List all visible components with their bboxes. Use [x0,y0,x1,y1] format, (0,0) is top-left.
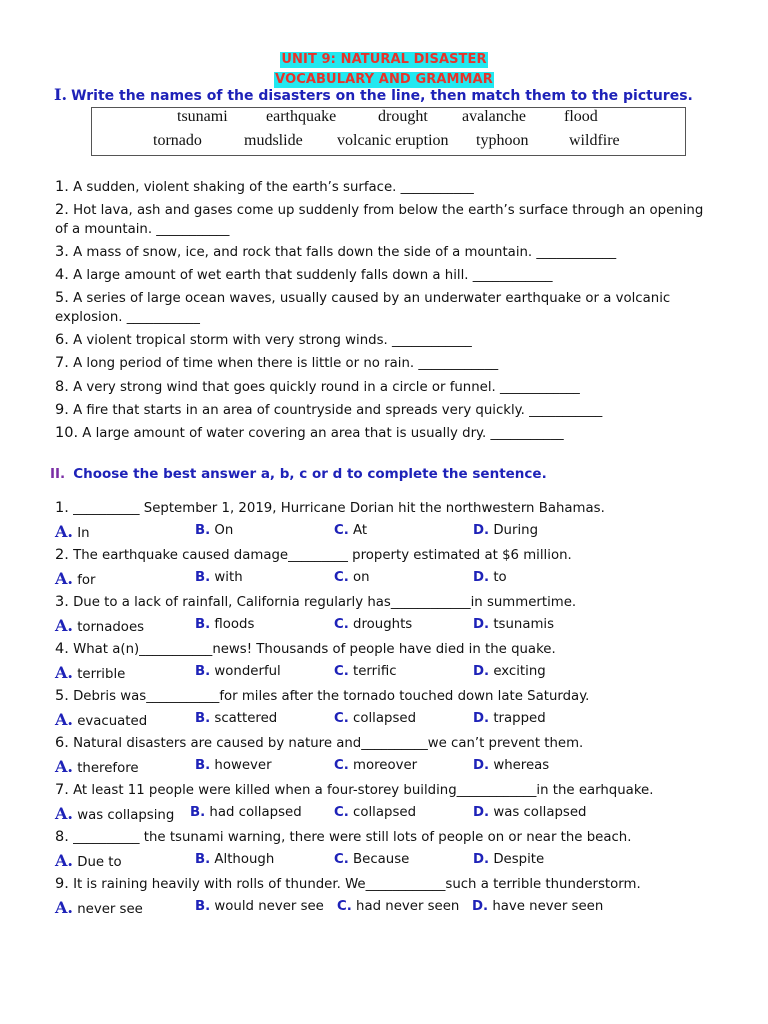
option-text: Although [210,852,275,867]
word-bank-item: mudslide [244,132,303,149]
option-d[interactable] [473,523,538,538]
option-text: A large amount of wet earth that suddenly falls down a hill. ____________ [68,268,553,283]
option-text: would never see [210,899,324,914]
option-c[interactable] [334,617,412,632]
word-bank-item: wildfire [569,132,620,149]
option-letter: A. [55,710,73,729]
word-bank [91,107,686,156]
option-text: 6. [55,735,69,751]
option-letter: B. [195,664,211,679]
option-letter: C. [334,852,349,867]
mc-question [55,499,605,518]
option-text: Despite [489,852,545,867]
option-text: collapsed [348,711,417,726]
option-b[interactable] [195,852,274,867]
option-text: 7. [55,355,69,371]
option-a[interactable] [55,851,122,870]
option-text: evacuated [72,714,148,729]
option-a[interactable] [55,898,143,917]
option-text: 3. [55,594,69,610]
option-a[interactable] [55,710,147,729]
option-c[interactable] [334,758,417,773]
option-c[interactable] [334,664,397,679]
mc-question [55,640,556,659]
word-bank-item: tsunami [177,108,228,125]
option-text: During [489,523,539,538]
option-c[interactable] [337,899,459,914]
option-text: A sudden, violent shaking of the earth’s surface. ___________ [68,180,474,195]
option-d[interactable] [473,805,586,820]
option-d[interactable] [473,664,546,679]
option-text: 9. [55,876,69,892]
option-text: In [72,526,90,541]
option-letter: C. [334,758,349,773]
word-bank-item: typhoon [476,132,529,149]
option-letter: D. [473,758,490,773]
option-text: It is raining heavily with rolls of thunder. We____________such a terrible thunderstorm. [68,877,641,892]
option-text: never see [72,902,143,917]
option-b[interactable] [195,899,324,914]
option-text: 8. [55,829,69,845]
option-letter: A. [55,616,73,635]
option-text: Hot lava, ash and gases come up suddenly from below the earth’s surface through an opening of a mountain. ___________ [55,203,704,237]
option-b[interactable] [195,570,243,585]
option-d[interactable] [473,852,544,867]
mc-question [55,828,631,847]
option-d[interactable] [472,899,603,914]
option-text: terrific [348,664,397,679]
option-letter: C. [337,899,352,914]
option-a[interactable] [55,663,125,682]
option-text: moreover [348,758,418,773]
option-text: __________ September 1, 2019, Hurricane Dorian hit the northwestern Bahamas. [68,501,605,516]
option-text: Because [348,852,410,867]
section-1-numeral: I. [54,85,68,104]
option-d[interactable] [473,570,507,585]
section-2-numeral: II. [50,466,66,482]
option-text: 7. [55,782,69,798]
section-1-instruction: Write the names of the disasters on the line, then match them to the pictures. [71,88,693,104]
option-letter: A. [55,757,73,776]
option-letter: B. [195,617,211,632]
mc-question [55,875,641,894]
page-title [0,48,768,88]
option-d[interactable] [473,711,546,726]
option-letter: C. [334,523,349,538]
word-bank-item: flood [564,108,598,125]
option-letter: D. [473,664,490,679]
option-text: to [489,570,507,585]
title-line-1: UNIT 9: NATURAL DISASTER [281,52,487,67]
option-a[interactable] [55,757,139,776]
option-text: had never seen [351,899,460,914]
option-text: A mass of snow, ice, and rock that falls down the side of a mountain. ____________ [68,245,617,260]
option-text: Due to [72,855,122,870]
word-bank-item: tornado [153,132,202,149]
option-text: The earthquake caused damage_________ property estimated at $6 million. [68,548,572,563]
vocab-question [55,378,580,397]
section-2-heading [50,466,547,482]
option-c[interactable] [334,711,416,726]
option-b[interactable] [195,758,272,773]
option-letter: B. [195,570,211,585]
option-letter: A. [55,898,73,917]
option-text: Natural disasters are caused by nature and__________we can’t prevent them. [68,736,584,751]
option-letter: C. [334,664,349,679]
option-text: 1. [55,500,69,516]
option-b[interactable] [195,664,281,679]
option-d[interactable] [473,758,549,773]
option-text: trapped [489,711,546,726]
option-text: on [348,570,370,585]
option-letter: B. [195,852,211,867]
mc-question [55,593,576,612]
option-text: On [210,523,234,538]
option-letter: A. [55,851,73,870]
option-c[interactable] [334,570,370,585]
option-text: 2. [55,202,69,218]
vocab-question [55,178,474,197]
mc-question [55,734,583,753]
option-c[interactable] [334,852,409,867]
option-text: collapsed [348,805,417,820]
vocab-question [55,401,602,420]
option-letter: D. [473,617,490,632]
option-b[interactable] [195,617,254,632]
option-text: A series of large ocean waves, usually caused by an underwater earthquake or a volcanic explosion. ___________ [55,291,671,325]
word-bank-item: volcanic eruption [337,132,449,149]
option-c[interactable] [334,805,416,820]
option-text: Debris was___________for miles after the tornado touched down late Saturday. [68,689,590,704]
option-text: A fire that starts in an area of countryside and spreads very quickly. ___________ [68,403,603,418]
option-text: Due to a lack of rainfall, California regularly has____________in summertime. [68,595,577,610]
option-letter: C. [334,805,349,820]
option-text: exciting [489,664,546,679]
option-letter: D. [472,899,489,914]
section-2-instruction: Choose the best answer a, b, c or d to complete the sentence. [73,466,547,482]
option-text: 5. [55,290,69,306]
option-letter: A. [55,569,73,588]
option-d[interactable] [473,617,554,632]
option-text: 6. [55,332,69,348]
option-text: A large amount of water covering an area that is usually dry. ___________ [78,426,564,441]
option-text: tornadoes [72,620,145,635]
option-text: 10. [55,425,79,441]
option-text: At least 11 people were killed when a four-storey building____________in the earhquake. [68,783,654,798]
word-bank-item: avalanche [462,108,526,125]
option-text: have never seen [488,899,604,914]
option-text: 2. [55,547,69,563]
option-b[interactable] [195,711,277,726]
mc-question [55,687,589,706]
mc-question [55,781,653,800]
vocab-question [55,331,472,350]
vocab-question [55,424,564,443]
option-text: A very strong wind that goes quickly round in a circle or funnel. ____________ [68,380,580,395]
option-text: 9. [55,402,69,418]
mc-question [55,546,572,565]
option-c[interactable] [334,523,367,538]
option-text: 1. [55,179,69,195]
word-bank-item: drought [378,108,428,125]
option-letter: B. [190,805,206,820]
option-letter: C. [334,711,349,726]
option-b[interactable] [195,523,233,538]
option-text: A violent tropical storm with very strong winds. ____________ [68,333,472,348]
option-text: 8. [55,379,69,395]
option-text: whereas [489,758,550,773]
option-letter: D. [473,711,490,726]
option-text: for [72,573,96,588]
option-text: was collapsed [489,805,587,820]
option-text: __________ the tsunami warning, there were still lots of people on or near the beach. [68,830,632,845]
option-text: 3. [55,244,69,260]
option-text: At [348,523,368,538]
option-b[interactable] [190,805,302,820]
option-text: with [210,570,243,585]
option-text: 4. [55,641,69,657]
option-letter: B. [195,711,211,726]
option-text: scattered [210,711,278,726]
section-1-heading [54,85,693,104]
option-text: 5. [55,688,69,704]
option-text: droughts [348,617,413,632]
option-a[interactable] [55,616,144,635]
option-a[interactable] [55,522,90,541]
option-letter: D. [473,570,490,585]
word-bank-item: earthquake [266,108,337,125]
vocab-question [55,289,715,327]
option-text: therefore [72,761,139,776]
option-a[interactable] [55,569,96,588]
option-letter: A. [55,804,73,823]
option-letter: B. [195,523,211,538]
option-text: had collapsed [205,805,302,820]
title-line-2: VOCABULARY AND GRAMMAR [275,72,493,87]
option-letter: A. [55,522,73,541]
option-text: was collapsing [72,808,175,823]
option-text: tsunamis [489,617,555,632]
option-letter: D. [473,523,490,538]
option-letter: B. [195,758,211,773]
option-letter: D. [473,805,490,820]
option-a[interactable] [55,804,174,823]
option-letter: C. [334,617,349,632]
option-text: however [210,758,272,773]
vocab-question [55,201,715,239]
option-letter: B. [195,899,211,914]
vocab-question [55,354,498,373]
vocab-question [55,243,616,262]
option-text: floods [210,617,255,632]
option-text: A long period of time when there is little or no rain. ____________ [68,356,499,371]
option-text: terrible [72,667,126,682]
option-text: wonderful [210,664,281,679]
option-letter: D. [473,852,490,867]
option-text: What a(n)___________news! Thousands of people have died in the quake. [68,642,556,657]
option-letter: C. [334,570,349,585]
option-text: 4. [55,267,69,283]
option-letter: A. [55,663,73,682]
vocab-question [55,266,553,285]
